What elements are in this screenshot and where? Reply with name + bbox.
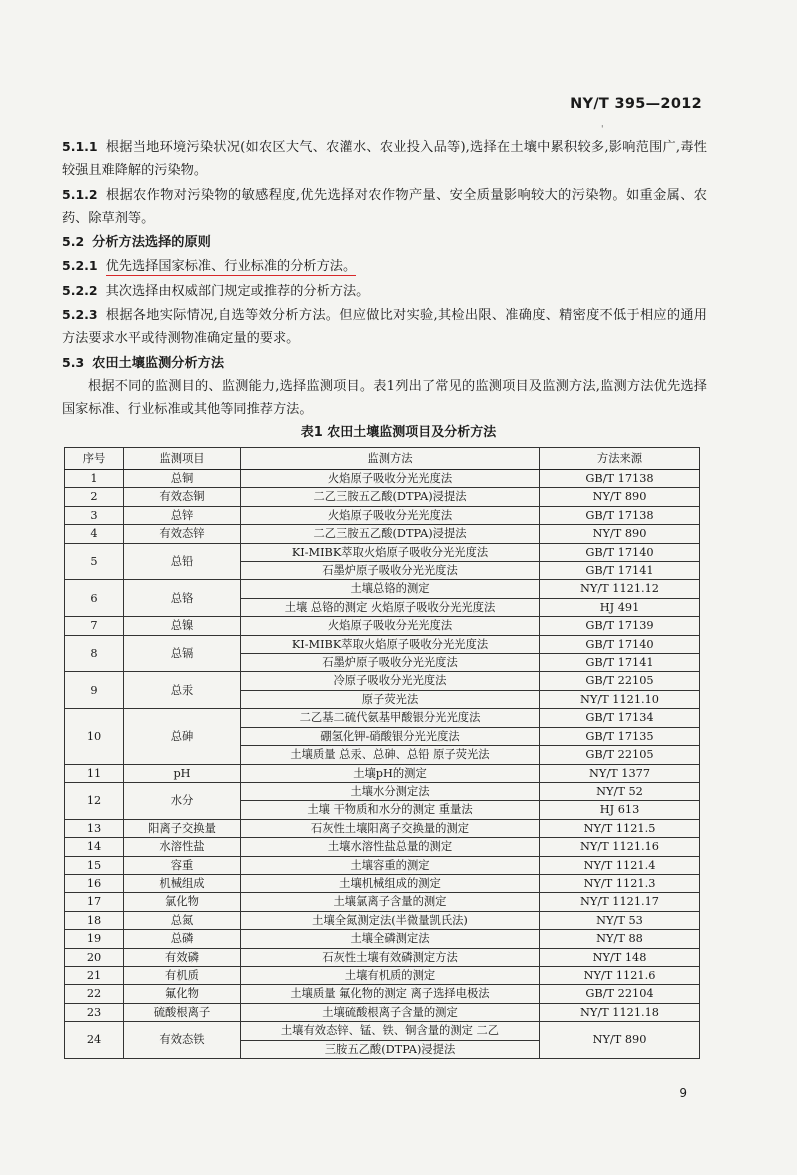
method-cell: 土壤水分测定法 (241, 782, 540, 800)
table-row (65, 893, 700, 911)
monitoring-item-cell: 机械组成 (124, 874, 241, 892)
table-row (65, 672, 700, 690)
paragraph-5-1-1 (62, 135, 707, 183)
row-number-cell: 13 (65, 819, 124, 837)
monitoring-item-cell: 总镍 (124, 617, 241, 635)
row-number-cell: 10 (65, 709, 124, 764)
monitoring-item-cell: 硫酸根离子 (124, 1003, 241, 1021)
table-row (65, 911, 700, 929)
method-cell: 土壤全磷测定法 (241, 930, 540, 948)
section-title: 农田土壤监测分析方法 (92, 355, 225, 371)
method-source-cell: NY/T 1377 (540, 764, 700, 782)
table-row (65, 580, 700, 598)
section-5-3-heading (62, 351, 707, 375)
monitoring-item-cell: 总铜 (124, 470, 241, 488)
monitoring-item-cell: 阳离子交换量 (124, 819, 241, 837)
method-source-cell: GB/T 17138 (540, 470, 700, 488)
method-source-cell: GB/T 17138 (540, 506, 700, 524)
monitoring-item-cell: 有效态铜 (124, 488, 241, 506)
method-cell: 土壤有效态锌、锰、铁、铜含量的测定 二乙 (241, 1022, 540, 1040)
table-row (65, 764, 700, 782)
clause-number: 5.1.1 (62, 139, 98, 154)
method-source-cell: GB/T 22105 (540, 672, 700, 690)
method-source-cell: GB/T 22104 (540, 985, 700, 1003)
method-cell: 土壤机械组成的测定 (241, 874, 540, 892)
table-row (65, 985, 700, 1003)
table-row (65, 543, 700, 561)
table-row (65, 1003, 700, 1021)
method-cell: 土壤 干物质和水分的测定 重量法 (241, 801, 540, 819)
row-number-cell: 2 (65, 488, 124, 506)
clause-number: 5.1.2 (62, 186, 98, 202)
clause-text: 优先选择国家标准、行业标准的分析方法。 (105, 259, 357, 275)
paragraph-text: 根据不同的监测目的、监测能力,选择监测项目。表1列出了常见的监测项目及监测方法,监测方法优先选择国家标准、行业标准或其他等同推荐方法。 (62, 378, 707, 418)
row-number-cell: 18 (65, 911, 124, 929)
method-cell: 冷原子吸收分光光度法 (241, 672, 540, 690)
monitoring-item-cell: 水溶性盐 (124, 838, 241, 856)
monitoring-item-cell: 容重 (124, 856, 241, 874)
method-cell: 火焰原子吸收分光光度法 (241, 470, 540, 488)
row-number-cell: 4 (65, 525, 124, 543)
method-cell: 土壤总铬的测定 (241, 580, 540, 598)
method-source-cell: NY/T 1121.17 (540, 893, 700, 911)
table-row (65, 470, 700, 488)
method-source-cell: GB/T 17139 (540, 617, 700, 635)
monitoring-item-cell: 总铬 (124, 580, 241, 617)
row-number-cell: 24 (65, 1022, 124, 1059)
column-header: 序号 (65, 448, 124, 470)
method-source-cell: NY/T 1121.12 (540, 580, 700, 598)
method-source-cell: NY/T 1121.16 (540, 838, 700, 856)
monitoring-item-cell: 有效态锌 (124, 525, 241, 543)
monitoring-methods-table (64, 447, 700, 1059)
method-cell: 火焰原子吸收分光光度法 (241, 617, 540, 635)
row-number-cell: 15 (65, 856, 124, 874)
table-row (65, 782, 700, 800)
table-row (65, 488, 700, 506)
column-header: 监测项目 (124, 448, 241, 470)
method-cell: 土壤质量 总汞、总砷、总铅 原子荧光法 (241, 746, 540, 764)
method-source-cell: NY/T 890 (540, 488, 700, 506)
row-number-cell: 3 (65, 506, 124, 524)
method-source-cell: NY/T 1121.10 (540, 690, 700, 708)
method-source-cell: HJ 613 (540, 801, 700, 819)
paragraph-5-1-2 (62, 183, 707, 231)
monitoring-item-cell: 总汞 (124, 672, 241, 709)
method-cell: 三胺五乙酸(DTPA)浸提法 (241, 1040, 540, 1058)
method-cell: 二乙基二硫代氨基甲酸银分光光度法 (241, 709, 540, 727)
method-source-cell: GB/T 22105 (540, 746, 700, 764)
row-number-cell: 17 (65, 893, 124, 911)
method-source-cell: GB/T 17141 (540, 654, 700, 672)
method-source-cell: HJ 491 (540, 598, 700, 616)
row-number-cell: 11 (65, 764, 124, 782)
monitoring-item-cell: 氟化物 (124, 985, 241, 1003)
method-source-cell: NY/T 1121.5 (540, 819, 700, 837)
method-cell: 二乙三胺五乙酸(DTPA)浸提法 (241, 525, 540, 543)
method-cell: 二乙三胺五乙酸(DTPA)浸提法 (241, 488, 540, 506)
monitoring-item-cell: 总镉 (124, 635, 241, 672)
method-cell: 土壤水溶性盐总量的测定 (241, 838, 540, 856)
table-row (65, 966, 700, 984)
method-source-cell: GB/T 17140 (540, 635, 700, 653)
row-number-cell: 22 (65, 985, 124, 1003)
method-cell: 土壤容重的测定 (241, 856, 540, 874)
method-cell: 土壤质量 氟化物的测定 离子选择电极法 (241, 985, 540, 1003)
monitoring-item-cell: 总铅 (124, 543, 241, 580)
method-cell: KI-MIBK萃取火焰原子吸收分光光度法 (241, 543, 540, 561)
method-source-cell: GB/T 17141 (540, 562, 700, 580)
table-row (65, 948, 700, 966)
row-number-cell: 14 (65, 838, 124, 856)
monitoring-item-cell: 有效磷 (124, 948, 241, 966)
column-header: 方法来源 (540, 448, 700, 470)
table-row (65, 709, 700, 727)
paragraph-5-3-body (62, 375, 707, 422)
method-source-cell: NY/T 1121.18 (540, 1003, 700, 1021)
table-row (65, 506, 700, 524)
clause-text: 根据农作物对污染物的敏感程度,优先选择对农作物产量、安全质量影响较大的污染物。如重金属、农药、除草剂等。 (62, 187, 707, 226)
table-row (65, 930, 700, 948)
table-row (65, 635, 700, 653)
row-number-cell: 1 (65, 470, 124, 488)
method-source-cell: GB/T 17135 (540, 727, 700, 745)
method-cell: 土壤硫酸根离子含量的测定 (241, 1003, 540, 1021)
clause-text: 根据各地实际情况,自选等效分析方法。但应做比对实验,其检出限、准确度、精密度不低于相应的通用方法要求水平或待测物准确定量的要求。 (62, 308, 707, 347)
clause-number: 5.2.3 (62, 307, 98, 323)
scan-mark: ' (601, 125, 604, 135)
table-row (65, 819, 700, 837)
method-cell: 石灰性土壤有效磷测定方法 (241, 948, 540, 966)
method-source-cell: GB/T 17140 (540, 543, 700, 561)
paragraph-5-2-2 (62, 279, 707, 303)
method-source-cell: NY/T 148 (540, 948, 700, 966)
method-source-cell: NY/T 1121.3 (540, 874, 700, 892)
clause-text: 其次选择由权威部门规定或推荐的分析方法。 (105, 283, 370, 299)
row-number-cell: 7 (65, 617, 124, 635)
monitoring-item-cell: 总氮 (124, 911, 241, 929)
method-cell: 石墨炉原子吸收分光光度法 (241, 562, 540, 580)
monitoring-item-cell: 总砷 (124, 709, 241, 764)
method-source-cell: NY/T 53 (540, 911, 700, 929)
paragraph-5-2-1 (62, 254, 707, 278)
section-title: 分析方法选择的原则 (92, 235, 211, 251)
row-number-cell: 16 (65, 874, 124, 892)
table-header-row (65, 448, 700, 470)
row-number-cell: 8 (65, 635, 124, 672)
monitoring-item-cell: 氯化物 (124, 893, 241, 911)
row-number-cell: 12 (65, 782, 124, 819)
clause-number: 5.2.1 (62, 258, 98, 274)
method-source-cell: NY/T 88 (540, 930, 700, 948)
method-cell: 硼氢化钾-硝酸银分光光度法 (241, 727, 540, 745)
method-source-cell: NY/T 1121.4 (540, 856, 700, 874)
monitoring-item-cell: 总锌 (124, 506, 241, 524)
monitoring-item-cell: pH (124, 764, 241, 782)
page-number: 9 (679, 1086, 687, 1100)
monitoring-item-cell: 水分 (124, 782, 241, 819)
monitoring-item-cell: 有效态铁 (124, 1022, 241, 1059)
body-text (62, 135, 707, 422)
table-row (65, 838, 700, 856)
method-cell: 土壤pH的测定 (241, 764, 540, 782)
method-cell: 土壤全氮测定法(半微量凯氏法) (241, 911, 540, 929)
table-row (65, 1022, 700, 1040)
row-number-cell: 5 (65, 543, 124, 580)
clause-text: 根据当地环境污染状况(如农区大气、农灌水、农业投入品等),选择在土壤中累积较多,影响范围广,毒性较强且难降解的污染物。 (62, 140, 707, 179)
section-number: 5.2 (62, 234, 85, 250)
method-source-cell: NY/T 890 (540, 525, 700, 543)
standard-code: NY/T 395—2012 (570, 96, 702, 112)
method-cell: 土壤有机质的测定 (241, 966, 540, 984)
method-cell: 石灰性土壤阳离子交换量的测定 (241, 819, 540, 837)
row-number-cell: 9 (65, 672, 124, 709)
method-cell: 火焰原子吸收分光光度法 (241, 506, 540, 524)
method-source-cell: GB/T 17134 (540, 709, 700, 727)
method-source-cell: NY/T 890 (540, 1022, 700, 1059)
section-number: 5.3 (62, 354, 85, 370)
table-caption: 表1 农田土壤监测项目及分析方法 (300, 425, 497, 440)
row-number-cell: 20 (65, 948, 124, 966)
monitoring-item-cell: 有机质 (124, 966, 241, 984)
method-cell: 土壤氯离子含量的测定 (241, 893, 540, 911)
method-source-cell: NY/T 1121.6 (540, 966, 700, 984)
method-cell: 原子荧光法 (241, 690, 540, 708)
table-row (65, 525, 700, 543)
row-number-cell: 23 (65, 1003, 124, 1021)
method-source-cell: NY/T 52 (540, 782, 700, 800)
method-cell: 石墨炉原子吸收分光光度法 (241, 654, 540, 672)
table-row (65, 617, 700, 635)
row-number-cell: 21 (65, 966, 124, 984)
row-number-cell: 6 (65, 580, 124, 617)
table-row (65, 874, 700, 892)
clause-number: 5.2.2 (62, 282, 98, 298)
paragraph-5-2-3 (62, 303, 707, 351)
monitoring-item-cell: 总磷 (124, 930, 241, 948)
row-number-cell: 19 (65, 930, 124, 948)
method-cell: KI-MIBK萃取火焰原子吸收分光光度法 (241, 635, 540, 653)
column-header: 监测方法 (241, 448, 540, 470)
method-cell: 土壤 总铬的测定 火焰原子吸收分光光度法 (241, 598, 540, 616)
table-row (65, 856, 700, 874)
section-5-2-heading (62, 230, 707, 254)
